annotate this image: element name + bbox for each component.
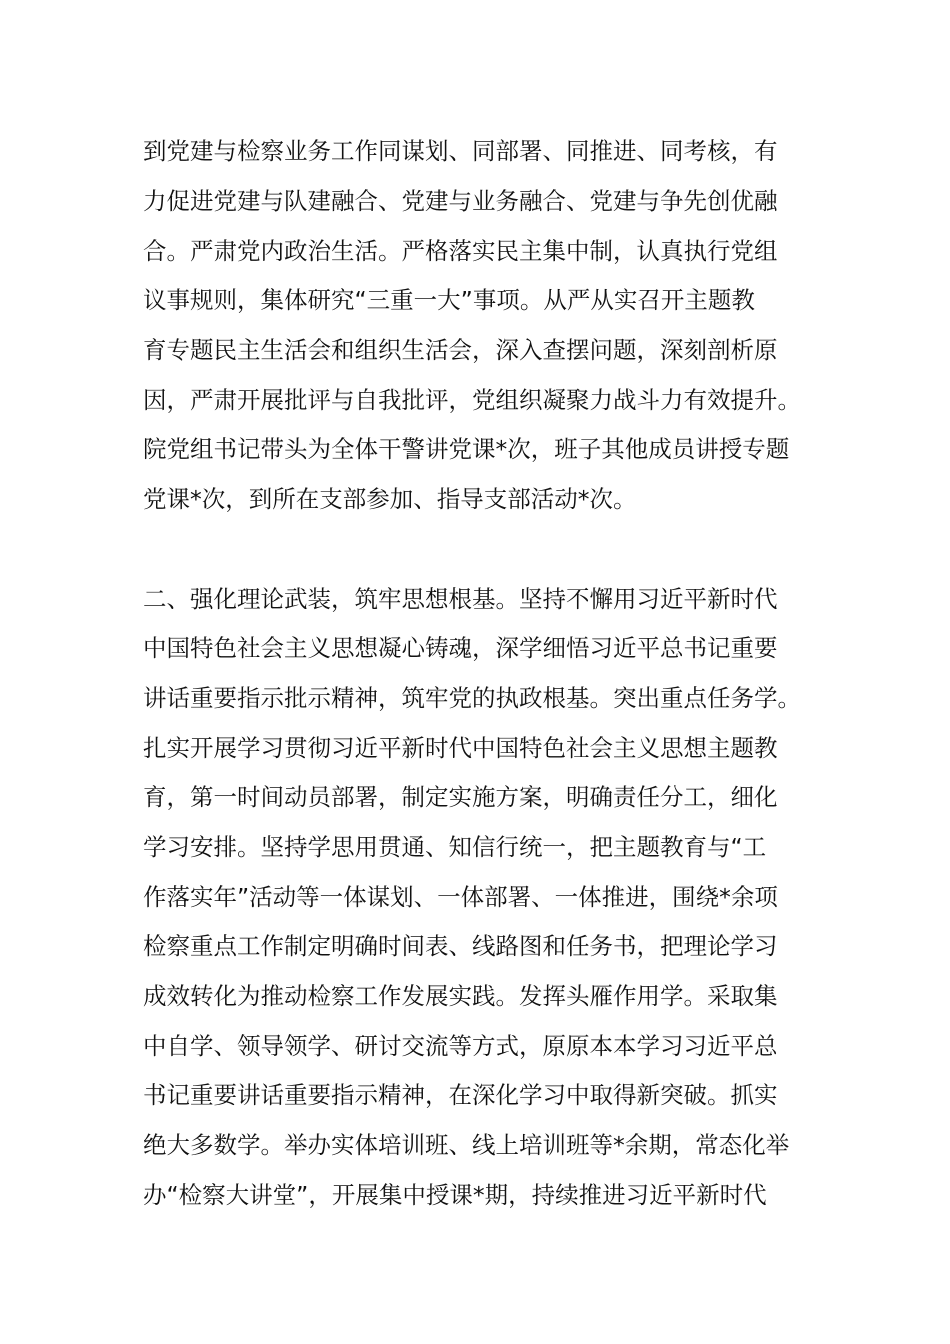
text-line: 绝大多数学。举办实体培训班、线上培训班等*余期，常态化举 — [143, 1131, 790, 1159]
text-line: 成效转化为推动检察工作发展实践。发挥头雁作用学。采取集 — [143, 982, 778, 1010]
text-line: 因，严肃开展批评与自我批评，党组织凝聚力战斗力有效提升。 — [143, 386, 801, 414]
text-line: 育专题民主生活会和组织生活会，深入查摆问题，深刻剖析原 — [143, 336, 778, 364]
text-line: 二、强化理论武装，筑牢思想根基。坚持不懈用习近平新时代 — [143, 585, 778, 613]
text-line: 育，第一时间动员部署，制定实施方案，明确责任分工，细化 — [143, 783, 778, 811]
text-line: 合。严肃党内政治生活。严格落实民主集中制，认真执行党组 — [143, 237, 778, 265]
text-line: 院党组书记带头为全体干警讲党课*次，班子其他成员讲授专题 — [143, 435, 790, 463]
text-line: 扎实开展学习贯彻习近平新时代中国特色社会主义思想主题教 — [143, 734, 778, 762]
text-line: 党课*次，到所在支部参加、指导支部活动*次。 — [143, 485, 637, 513]
text-line: 力促进党建与队建融合、党建与业务融合、党建与争先创优融 — [143, 187, 778, 215]
text-line: 学习安排。坚持学思用贯通、知信行统一，把主题教育与“工 — [143, 833, 767, 861]
text-line: 中国特色社会主义思想凝心铸魂，深学细悟习近平总书记重要 — [143, 634, 778, 662]
text-line: 书记重要讲话重要指示精神，在深化学习中取得新突破。抓实 — [143, 1081, 778, 1109]
text-line: 办“检察大讲堂”，开展集中授课*期，持续推进习近平新时代 — [143, 1181, 767, 1209]
text-line: 检察重点工作制定明确时间表、线路图和任务书，把理论学习 — [143, 932, 778, 960]
text-line: 讲话重要指示批示精神，筑牢党的执政根基。突出重点任务学。 — [143, 684, 801, 712]
text-line: 到党建与检察业务工作同谋划、同部署、同推进、同考核，有 — [143, 137, 778, 165]
text-line: 议事规则，集体研究“三重一大”事项。从严从实召开主题教 — [143, 286, 755, 314]
text-line: 中自学、领导领学、研讨交流等方式，原原本本学习习近平总 — [143, 1032, 778, 1060]
text-line: 作落实年”活动等一体谋划、一体部署、一体推进，围绕*余项 — [143, 883, 778, 911]
